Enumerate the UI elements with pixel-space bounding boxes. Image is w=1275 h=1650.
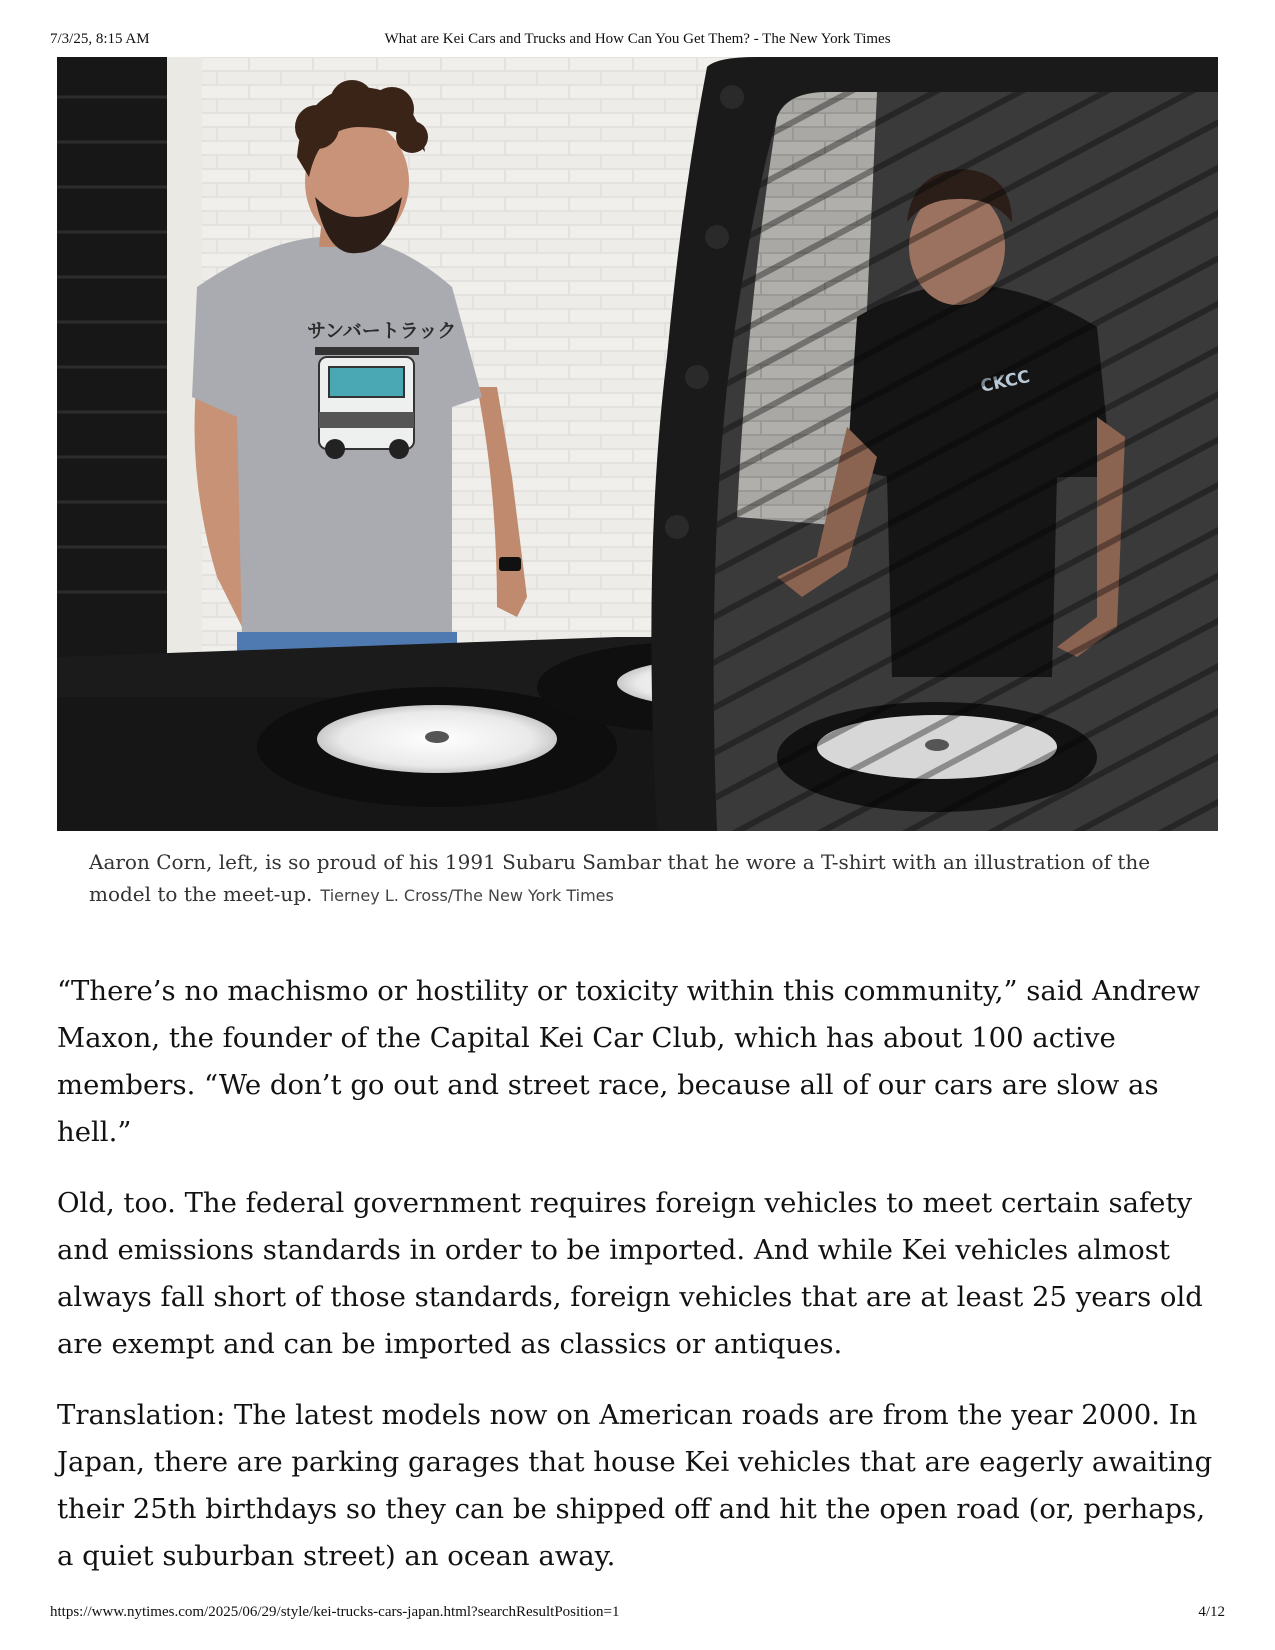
caption-text: Aaron Corn, left, is so proud of his 1991 Subaru Sambar that he wore a T-shirt with an illustration of the model to the meet-up. [89, 850, 1151, 906]
print-page-title: What are Kei Cars and Trucks and How Can You Get Them? - The New York Times [384, 31, 891, 47]
photo-illustration [57, 57, 1218, 831]
article-paragraph: Translation: The latest models now on American roads are from the year 2000. In Japan, there are parking garages that house Kei vehicles that are eagerly awaiting their 25th birthdays so they can be shipped off and hit the open road (or, perhaps, a quiet suburban street) an ocean away. [57, 1399, 1213, 1572]
photo-credit: Tierney L. Cross/The New York Times [320, 886, 614, 905]
article-paragraph: Old, too. The federal government requires foreign vehicles to meet certain safety and emissions standards in order to be imported. And while Kei vehicles almost always fall short of those standards, foreign vehicles that are at least 25 years old are exempt and can be imported as classics or antiques. [57, 1187, 1203, 1360]
photo-caption [89, 846, 1199, 912]
article-body [57, 968, 1227, 1604]
print-header [0, 31, 1275, 53]
article-photo [57, 57, 1218, 831]
print-date: 7/3/25, 8:15 AM [50, 31, 150, 47]
article-paragraph: “There’s no machismo or hostility or toxicity within this community,” said Andrew Maxon, the founder of the Capital Kei Car Club, which has about 100 active members. “We don’t go out and street race, because all of our cars are slow as hell.” [57, 975, 1201, 1148]
page-number: 4/12 [1198, 1604, 1225, 1620]
shirt-text: サンバートラック [307, 320, 457, 342]
print-url: https://www.nytimes.com/2025/06/29/style/kei-trucks-cars-japan.html?searchResultPosition=1 [50, 1604, 620, 1620]
shirt-truck-illustration [315, 347, 419, 459]
